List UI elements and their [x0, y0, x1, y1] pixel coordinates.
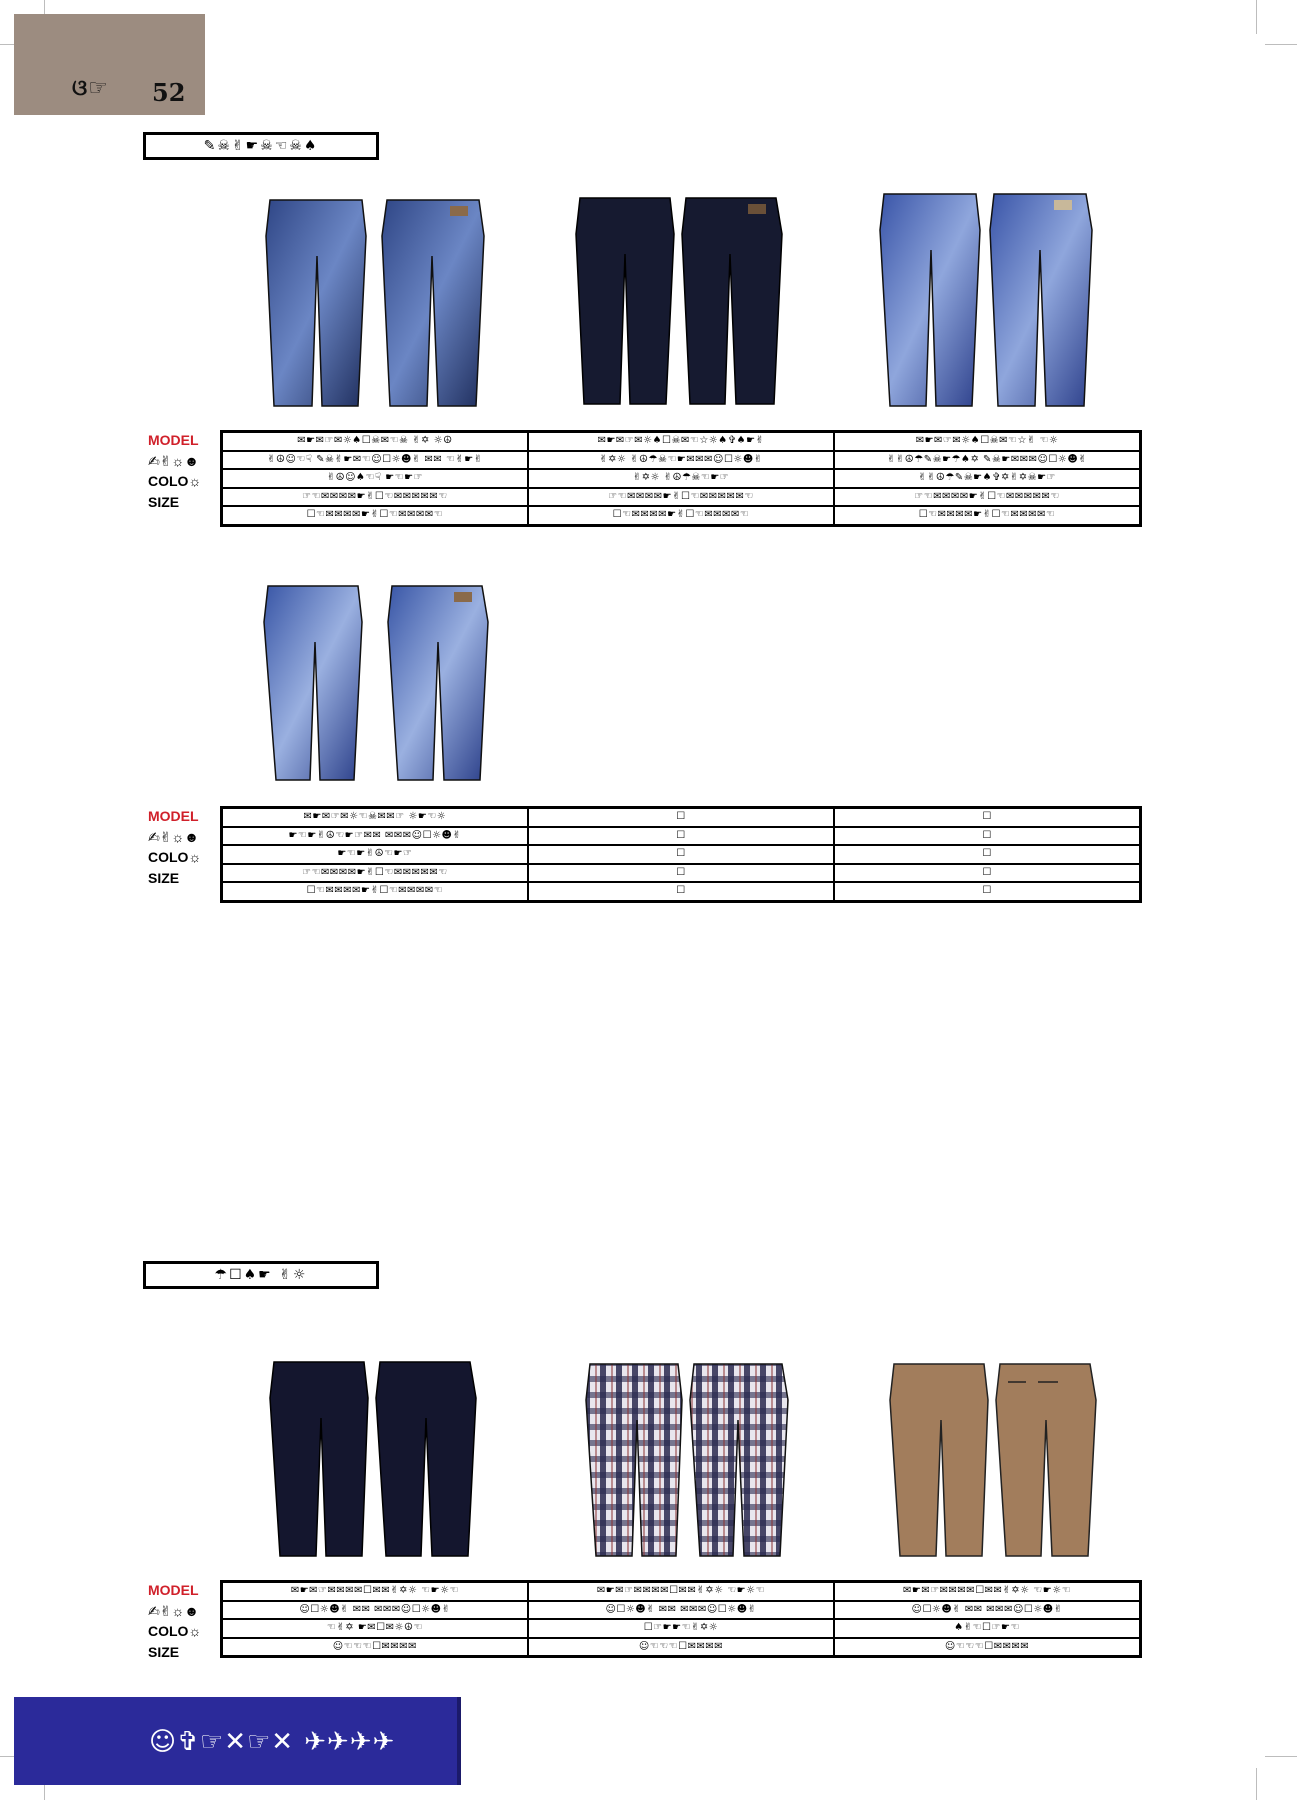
cell-model: ✉☛✉☞✉✉✉✉☐✉✉✌✡☼ ☜☛☼☜	[834, 1582, 1140, 1601]
label-model: MODEL	[148, 808, 199, 824]
cell-size: ☺☜☜☜☐✉✉✉✉	[834, 1638, 1140, 1657]
label-color: COLO☼	[148, 1623, 202, 1639]
page-tab-glyph: ଓ☞	[72, 76, 109, 101]
label-size: SIZE	[148, 493, 180, 510]
page-number: 52	[152, 78, 186, 107]
cell-size: ☺☜☜☜☐✉✉✉✉	[528, 1638, 834, 1657]
crop-mark	[1265, 44, 1297, 45]
cell-empty: ☐	[834, 827, 1140, 846]
label-fabric: ✍✌☼☻	[148, 1602, 200, 1619]
label-size: SIZE	[148, 1643, 180, 1660]
spec-table-denim-2	[220, 806, 1142, 903]
label-model: MODEL	[148, 1582, 199, 1598]
cell-fabric: ☺☐☼☻✌ ✉✉ ✉✉✉☺☐☼☻✌	[834, 1601, 1140, 1620]
page-number-tab	[14, 14, 205, 115]
trousers-image-plaid	[584, 1360, 790, 1562]
cell-size: ☞☜✉✉✉✉☛✌☐☜✉✉✉✉✉☜	[222, 864, 528, 883]
brand-logo-text: ☺✞☞✕☞✕ ✈✈✈✈	[149, 1727, 396, 1757]
cell-color: ☛☜☛✌☮☜☛☞	[222, 845, 528, 864]
label-fabric: ✍✌☼☻	[148, 452, 200, 469]
label-color: COLO☼	[148, 473, 202, 489]
footer-brand-bar	[14, 1697, 461, 1785]
cell-color: ✌✌☮☂✎☠☛♠✞✡✌✡☠☛☞	[834, 469, 1140, 488]
jeans-image-2	[570, 194, 788, 410]
table-row	[222, 1638, 1141, 1657]
table-row	[222, 1619, 1141, 1638]
cell-size: ☞☜✉✉✉✉☛✌☐☜✉✉✉✉✉☜	[222, 488, 528, 507]
cell-color: ✌✡☼ ✌☮☂☠☜☛☞	[528, 469, 834, 488]
cell-size: ☐☜✉✉✉✉☛✌☐☜✉✉✉✉☜	[834, 506, 1140, 525]
cell-empty: ☐	[834, 882, 1140, 901]
crop-mark	[1256, 0, 1257, 34]
spec-table-denim-1	[220, 430, 1142, 527]
table-row	[222, 827, 1141, 846]
cell-empty: ☐	[528, 845, 834, 864]
crop-mark	[1256, 1768, 1257, 1800]
table-row	[222, 1601, 1141, 1620]
cell-empty: ☐	[834, 845, 1140, 864]
cell-color: ☐☞☛☛☜✌✡☼	[528, 1619, 834, 1638]
cell-fabric: ☛☜☛✌☮☜☛☞✉✉ ✉✉✉☺☐☼☻✌	[222, 827, 528, 846]
cell-model: ✉☛✉☞✉☼☜☠✉✉☞ ☼☛☜☼	[222, 808, 528, 827]
table-row	[222, 845, 1141, 864]
trousers-image-navy	[268, 1358, 478, 1562]
cell-fabric: ✌☮☺☜☟ ✎☠✌☛✉☜☺☐☼☻✌ ✉✉ ☜✌☛✌	[222, 451, 528, 470]
cell-fabric: ✌✌☮☂✎☠☛☂♠✡ ✎☠☛✉✉✉☺☐☼☻✌	[834, 451, 1140, 470]
cell-empty: ☐	[528, 808, 834, 827]
cell-size: ☺☜☜☜☐✉✉✉✉	[222, 1638, 528, 1657]
spec-labels	[148, 430, 218, 512]
cell-empty: ☐	[834, 864, 1140, 883]
crop-mark	[1265, 1756, 1297, 1757]
spec-labels	[148, 1580, 218, 1662]
spec-table-trousers	[220, 1580, 1142, 1658]
section-heading-denim: ✎☠✌☛☠☜☠♠	[143, 132, 379, 160]
table-row	[222, 469, 1141, 488]
cell-empty: ☐	[528, 827, 834, 846]
cell-fabric: ☺☐☼☻✌ ✉✉ ✉✉✉☺☐☼☻✌	[222, 1601, 528, 1620]
cell-size: ☞☜✉✉✉✉☛✌☐☜✉✉✉✉✉☜	[834, 488, 1140, 507]
cell-empty: ☐	[528, 864, 834, 883]
jeans-image-4	[262, 582, 492, 786]
section-heading-trousers: ☂☐♠☛ ✌☼	[143, 1261, 379, 1289]
table-row	[222, 432, 1141, 451]
cell-empty: ☐	[834, 808, 1140, 827]
cell-model: ✉☛✉☞✉☼♠☐☠✉☜☠ ✌✡ ☼☮	[222, 432, 528, 451]
cell-color: ☜✌✡ ☛✉☐✉☼☮☜	[222, 1619, 528, 1638]
label-model: MODEL	[148, 432, 199, 448]
cell-size: ☐☜✉✉✉✉☛✌☐☜✉✉✉✉☜	[222, 882, 528, 901]
table-row	[222, 451, 1141, 470]
table-row	[222, 864, 1141, 883]
cell-fabric: ✌✡☼ ✌☮☂☠☜☛✉✉✉☺☐☼☻✌	[528, 451, 834, 470]
table-row	[222, 882, 1141, 901]
label-color: COLO☼	[148, 849, 202, 865]
cell-model: ✉☛✉☞✉✉✉✉☐✉✉✌✡☼ ☜☛☼☜	[528, 1582, 834, 1601]
cell-model: ✉☛✉☞✉☼♠☐☠✉☜☆✌ ☜☼	[834, 432, 1140, 451]
table-row	[222, 808, 1141, 827]
spec-labels	[148, 806, 218, 888]
cell-model: ✉☛✉☞✉☼♠☐☠✉☜☆☼♠✞♠☛✌	[528, 432, 834, 451]
label-fabric: ✍✌☼☻	[148, 828, 200, 845]
jeans-image-1	[262, 196, 492, 412]
cell-empty: ☐	[528, 882, 834, 901]
cell-color: ✌☮☺♠☜☟ ☛☜☛☞	[222, 469, 528, 488]
cell-model: ✉☛✉☞✉✉✉✉☐✉✉✌✡☼ ☜☛☼☜	[222, 1582, 528, 1601]
cell-color: ♠✌☜☐☞☛☜	[834, 1619, 1140, 1638]
table-row	[222, 1582, 1141, 1601]
label-size: SIZE	[148, 869, 180, 886]
cell-size: ☐☜✉✉✉✉☛✌☐☜✉✉✉✉☜	[528, 506, 834, 525]
cell-fabric: ☺☐☼☻✌ ✉✉ ✉✉✉☺☐☼☻✌	[528, 1601, 834, 1620]
table-row	[222, 506, 1141, 525]
cell-size: ☞☜✉✉✉✉☛✌☐☜✉✉✉✉✉☜	[528, 488, 834, 507]
jeans-image-3	[876, 190, 1098, 412]
trousers-image-khaki	[888, 1360, 1098, 1562]
cell-size: ☐☜✉✉✉✉☛✌☐☜✉✉✉✉☜	[222, 506, 528, 525]
table-row	[222, 488, 1141, 507]
